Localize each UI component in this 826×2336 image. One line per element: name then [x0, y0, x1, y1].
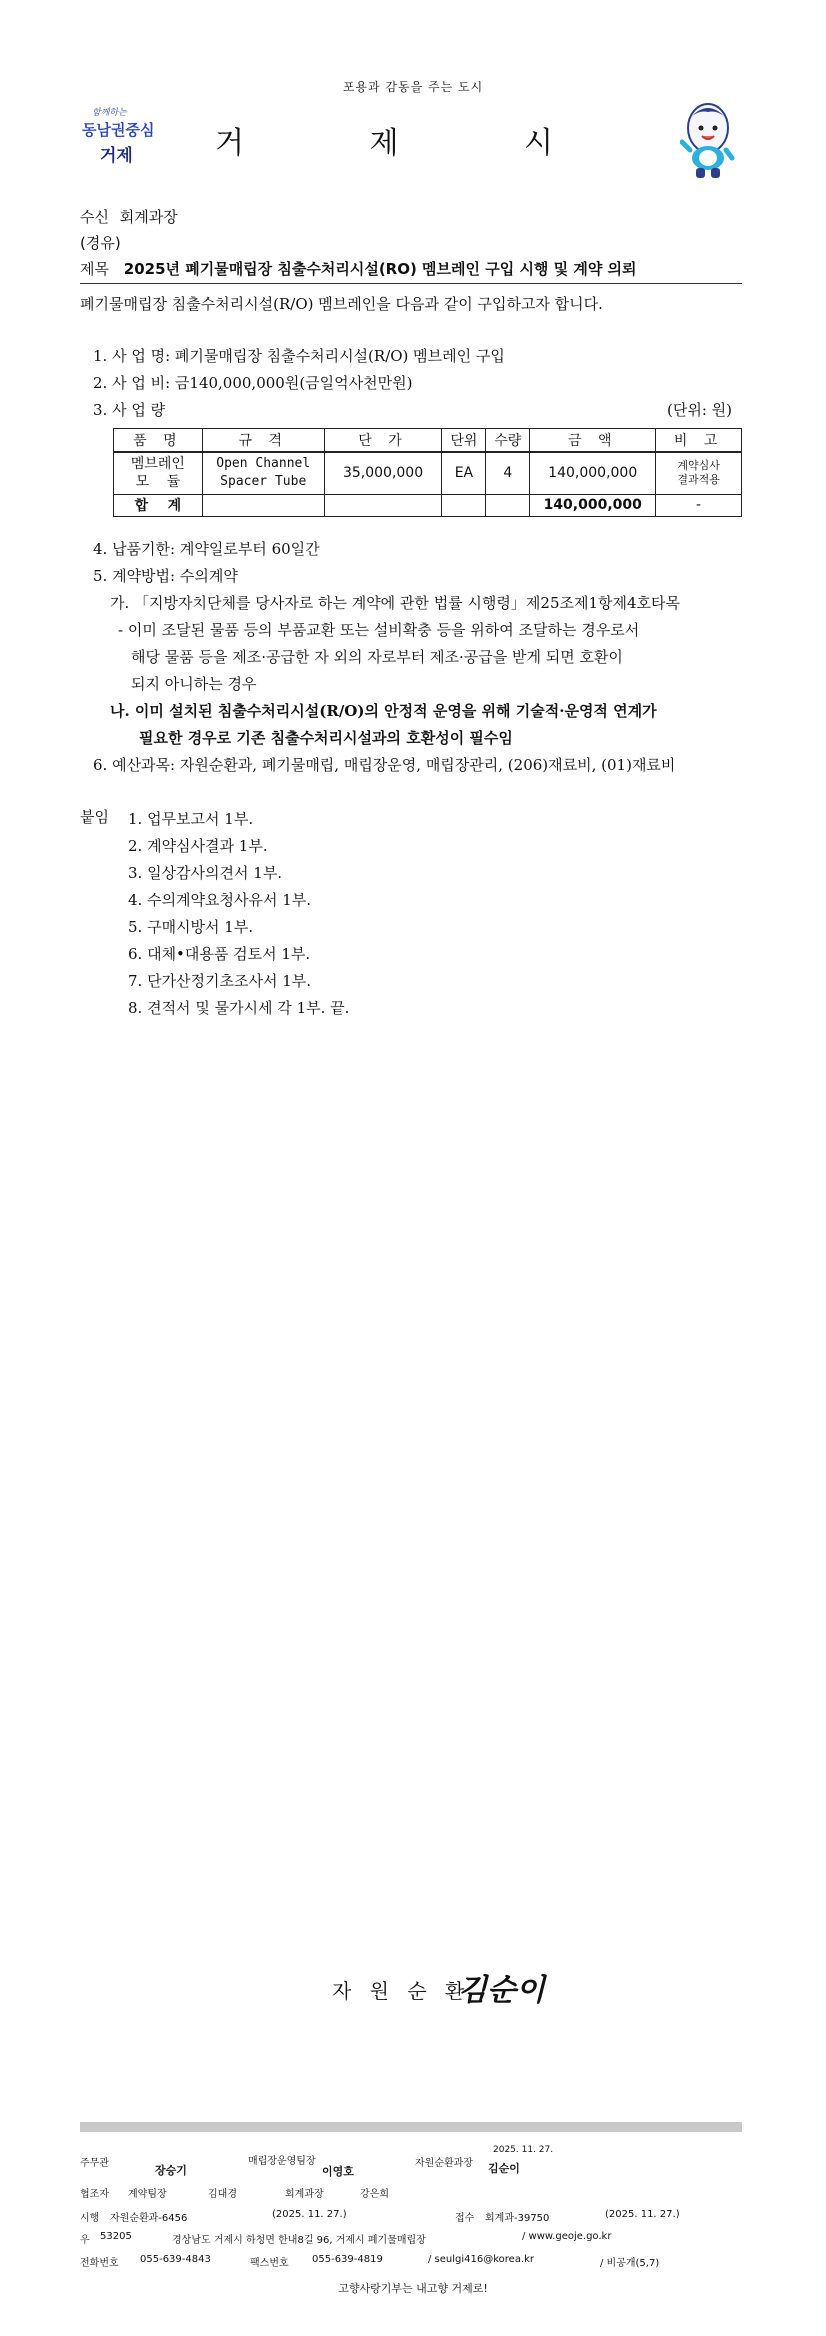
cell-name-1: 멤브레인: [130, 456, 185, 473]
logo-text-1: 함께하는: [92, 108, 127, 118]
footer-main-name: 장승기: [155, 2164, 187, 2177]
total-empty-2: [324, 494, 442, 516]
attachment-item: 3. 일상감사의견서 1부.: [128, 864, 283, 882]
total-label: 합 계: [114, 494, 203, 516]
cell-unit: EA: [442, 452, 486, 494]
item-5: 5. 계약방법: 수의계약: [93, 567, 238, 585]
footer-recv-no: 회계과-39750: [485, 2213, 550, 2224]
footer-closing: 고향사랑기부는 내고향 거제로!: [338, 2282, 488, 2295]
attachment-item: 5. 구매시방서 1부.: [128, 918, 254, 936]
recipient-label: 수신: [80, 208, 109, 226]
subject-label: 제목: [80, 260, 109, 278]
intro-text: 폐기물매립장 침출수처리시설(R/O) 멤브레인을 다음과 같이 구입하고자 합니다.: [80, 295, 603, 313]
item-5-ga: 가. 「지방자치단체를 당사자로 하는 계약에 관한 법률 시행령」제25조제1항제4호타목: [110, 594, 681, 612]
footer-disclosure: / 비공개(5,7): [600, 2258, 660, 2269]
cell-amount: 140,000,000: [530, 452, 656, 494]
subject-line: [80, 258, 742, 284]
cell-qty: 4: [486, 452, 530, 494]
footer-exec-date: (2025. 11. 27.): [272, 2209, 347, 2220]
col-header-qty: 수량: [486, 429, 530, 453]
col-header-price: 단 가: [324, 429, 442, 453]
city-slogan: 포용과 감동을 주는 도시: [342, 80, 484, 94]
footer-phone: 055-639-4843: [140, 2254, 211, 2265]
total-amount: 140,000,000: [530, 494, 656, 516]
item-1: 1. 사 업 명: 폐기물매립장 침출수처리시설(R/O) 멤브레인 구입: [93, 347, 505, 365]
cell-spec-2: Spacer Tube: [220, 474, 307, 490]
item-5-ga-dash-2: 해당 물품 등을 제조·공급한 자 외의 자로부터 제조·공급을 받게 되면 호환이: [131, 648, 623, 666]
table-total-row: [114, 494, 742, 516]
attachment-item: 6. 대체•대용품 검토서 1부.: [128, 945, 311, 963]
col-header-spec: 규 격: [202, 429, 324, 453]
item-5-na-2: 필요한 경우로 기존 침출수처리시설과의 호환성이 필수임: [139, 729, 513, 747]
item-5-ga-dash-1: - 이미 조달된 물품 등의 부품교환 또는 설비확충 등을 위하여 조달하는 경우로서: [118, 621, 640, 639]
table-row: [114, 452, 742, 494]
footer-approve-date: 2025. 11. 27.: [493, 2145, 554, 2155]
logo-text-2: 동남권중심: [82, 121, 155, 139]
recipient-value: 회계과장: [119, 208, 178, 226]
attachments-list: [128, 806, 349, 1022]
cell-spec-1: Open Channel: [216, 456, 311, 472]
cell-note-2: 결과적용: [677, 473, 720, 487]
total-note: -: [656, 494, 742, 516]
col-header-note: 비 고: [656, 429, 742, 453]
item-2: 2. 사 업 비: 금140,000,000원(금일억사천만원): [93, 374, 413, 392]
cell-name-2: 모 듈: [135, 474, 181, 491]
footer-phone-label: 전화번호: [80, 2258, 119, 2269]
cell-spec: [202, 452, 324, 494]
footer-coop-name-2: 강은희: [360, 2189, 389, 2200]
attachment-item: 2. 계약심사결과 1부.: [128, 837, 268, 855]
footer-address: 경상남도 거제시 하청면 한내8길 96, 거제시 폐기물매립장: [172, 2235, 426, 2246]
item-6: 6. 예산과목: 자원순환과, 폐기물매립, 매립장운영, 매립장관리, (206)재료비, (01)재료비: [93, 756, 676, 774]
footer-main-role: 주무관: [80, 2158, 109, 2169]
footer-recv-label: 접수: [455, 2213, 475, 2224]
attachment-item: 7. 단가산정기초조사서 1부.: [128, 972, 312, 990]
quantity-table: [113, 428, 742, 517]
footer-zip: 53205: [100, 2231, 132, 2242]
footer-fax: 055-639-4819: [312, 2254, 383, 2265]
cell-name: [114, 452, 203, 494]
total-empty-3: [442, 494, 486, 516]
item-5-ga-dash-3: 되지 아니하는 경우: [131, 675, 257, 693]
signature-name: 김순이: [458, 1973, 545, 2008]
footer-divider: [80, 2122, 742, 2132]
signature-dept: 자 원 순 환: [332, 1979, 471, 2003]
footer-head-name: 김순이: [488, 2162, 520, 2175]
footer-zip-label: 우: [80, 2235, 90, 2246]
footer-coop-label: 협조자: [80, 2189, 109, 2200]
footer-mid-role: 매립장운영팀장: [248, 2156, 316, 2167]
total-empty-1: [202, 494, 324, 516]
item-4: 4. 납품기한: 계약일로부터 60일간: [93, 540, 320, 558]
attachments-label: 붙임: [80, 808, 109, 826]
footer-head-role: 자원순환과장: [415, 2158, 473, 2169]
cell-note-1: 계약심사: [677, 459, 720, 473]
mascot-icon: [680, 98, 736, 182]
logo-text-3: 거제: [100, 146, 133, 166]
footer-exec-label: 시행: [80, 2213, 100, 2224]
item-3: 3. 사 업 량: [93, 401, 166, 419]
total-empty-4: [486, 494, 530, 516]
footer-coop-name-1: 김대경: [208, 2189, 237, 2200]
footer-recv-date: (2025. 11. 27.): [605, 2209, 680, 2220]
col-header-unit: 단위: [442, 429, 486, 453]
via-line: (경유): [80, 234, 121, 252]
cell-note: [656, 452, 742, 494]
attachment-item: 8. 견적서 및 물가시세 각 1부. 끝.: [128, 999, 350, 1017]
footer-exec-no: 자원순환과-6456: [110, 2213, 188, 2224]
attachment-item: 4. 수의계약요청사유서 1부.: [128, 891, 312, 909]
footer-mid-name: 이영호: [322, 2165, 354, 2178]
recipient-line: [80, 206, 178, 227]
city-title: 거 제 시: [214, 126, 611, 161]
col-header-amount: 금 액: [530, 429, 656, 453]
footer-email: / seulgi416@korea.kr: [428, 2254, 535, 2265]
footer-web: / www.geoje.go.kr: [522, 2231, 612, 2242]
item-5-na-1: 나. 이미 설치된 침출수처리시설(R/O)의 안정적 운영을 위해 기술적·운영적 연계가: [110, 702, 657, 720]
col-header-name: 품 명: [114, 429, 203, 453]
footer-fax-label: 팩스번호: [250, 2258, 289, 2269]
cell-price: 35,000,000: [324, 452, 442, 494]
footer-coop-role-2: 회계과장: [285, 2189, 324, 2200]
unit-note: (단위: 원): [667, 401, 732, 419]
subject-text: 2025년 폐기물매립장 침출수처리시설(RO) 멤브레인 구입 시행 및 계약 의뢰: [123, 260, 637, 278]
attachment-item: 1. 업무보고서 1부.: [128, 810, 254, 828]
footer-coop-role-1: 계약팀장: [128, 2189, 167, 2200]
